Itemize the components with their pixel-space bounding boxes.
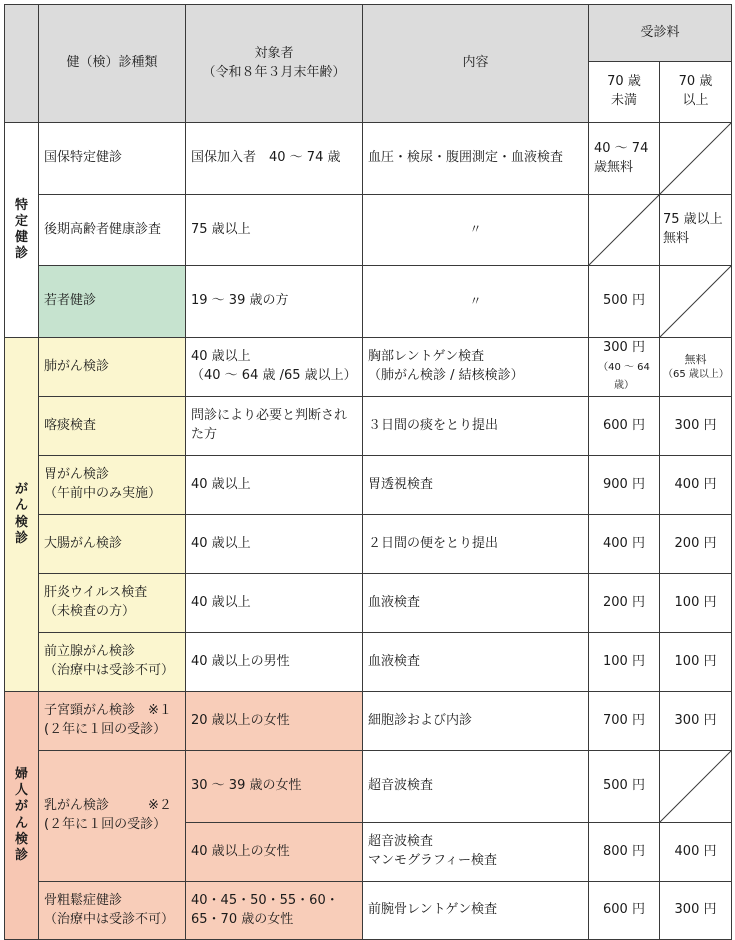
exam-name-kouki: 後期高齢者健康診査 xyxy=(39,195,186,266)
fee-under-kokuho: 40 〜 74 歳無料 xyxy=(589,123,660,195)
exam-name-nyu: 乳がん検診 ※２ (２年に１回の受診） xyxy=(39,751,186,882)
header-fee-over-70: 70 歳 以上 xyxy=(660,62,732,123)
exam-name-kotsuso: 骨粗鬆症健診 （治療中は受診不可） xyxy=(39,882,186,940)
fee-over-daichou: 200 円 xyxy=(660,515,732,574)
fee-under-kouki-na xyxy=(589,195,660,266)
content-nyu-30s: 超音波検査 xyxy=(363,751,589,823)
target-shikyu: 20 歳以上の女性 xyxy=(186,692,363,751)
category-gan-kenshin: が ん 検 診 xyxy=(5,338,39,692)
fee-under-kakutan: 600 円 xyxy=(589,397,660,456)
content-kouki: 〃 xyxy=(363,195,589,266)
fee-over-kotsuso: 300 円 xyxy=(660,882,732,940)
exam-name-kokuho: 国保特定健診 xyxy=(39,123,186,195)
target-wakamono: 19 〜 39 歳の方 xyxy=(186,266,363,338)
target-i: 40 歳以上 xyxy=(186,456,363,515)
content-zenritsusen: 血液検査 xyxy=(363,633,589,692)
exam-name-kanen: 肝炎ウイルス検査 （未検査の方） xyxy=(39,574,186,633)
content-kanen: 血液検査 xyxy=(363,574,589,633)
target-kanen: 40 歳以上 xyxy=(186,574,363,633)
exam-name-hai: 肺がん検診 xyxy=(39,338,186,397)
exam-name-i: 胃がん検診 （午前中のみ実施） xyxy=(39,456,186,515)
target-zenritsusen: 40 歳以上の男性 xyxy=(186,633,363,692)
target-kokuho: 国保加入者 40 〜 74 歳 xyxy=(186,123,363,195)
fee-under-nyu-30s: 500 円 xyxy=(589,751,660,823)
content-hai: 胸部レントゲン検査 （肺がん検診 / 結核検診） xyxy=(363,338,589,397)
fee-over-wakamono-na xyxy=(660,266,732,338)
fee-over-shikyu: 300 円 xyxy=(660,692,732,751)
fee-over-kakutan: 300 円 xyxy=(660,397,732,456)
target-kouki: 75 歳以上 xyxy=(186,195,363,266)
fee-under-shikyu: 700 円 xyxy=(589,692,660,751)
header-fee-under-70: 70 歳 未満 xyxy=(589,62,660,123)
exam-name-kakutan: 喀痰検査 xyxy=(39,397,186,456)
fee-under-nyu-40plus: 800 円 xyxy=(589,823,660,882)
header-content: 内容 xyxy=(363,5,589,123)
content-wakamono: 〃 xyxy=(363,266,589,338)
fee-over-nyu-40plus: 400 円 xyxy=(660,823,732,882)
fee-over-i: 400 円 xyxy=(660,456,732,515)
diagonal-slash-icon xyxy=(660,123,731,194)
fee-over-kokuho-na xyxy=(660,123,732,195)
fee-over-kouki: 75 歳以上 無料 xyxy=(660,195,732,266)
exam-name-zenritsusen: 前立腺がん検診 （治療中は受診不可） xyxy=(39,633,186,692)
exam-name-daichou: 大腸がん検診 xyxy=(39,515,186,574)
target-hai: 40 歳以上 （40 〜 64 歳 /65 歳以上） xyxy=(186,338,363,397)
header-target: 対象者 （令和８年３月末年齢） xyxy=(186,5,363,123)
fee-under-zenritsusen: 100 円 xyxy=(589,633,660,692)
content-i: 胃透視検査 xyxy=(363,456,589,515)
fee-over-nyu-30s-na xyxy=(660,751,732,823)
fee-under-kanen: 200 円 xyxy=(589,574,660,633)
content-nyu-40plus: 超音波検査 マンモグラフィー検査 xyxy=(363,823,589,882)
exam-name-wakamono: 若者健診 xyxy=(39,266,186,338)
exam-fee-table xyxy=(4,4,732,940)
content-kokuho: 血圧・検尿・腹囲測定・血液検査 xyxy=(363,123,589,195)
fee-over-zenritsusen: 100 円 xyxy=(660,633,732,692)
header-exam-type: 健（検）診種類 xyxy=(39,5,186,123)
fee-under-i: 900 円 xyxy=(589,456,660,515)
target-kakutan: 問診により必要と判断され た方 xyxy=(186,397,363,456)
target-kotsuso: 40・45・50・55・60・ 65・70 歳の女性 xyxy=(186,882,363,940)
content-kotsuso: 前腕骨レントゲン検査 xyxy=(363,882,589,940)
content-daichou: ２日間の便をとり提出 xyxy=(363,515,589,574)
diagonal-slash-icon xyxy=(660,266,731,337)
header-fee: 受診料 xyxy=(589,5,732,62)
exam-name-shikyu: 子宮頸がん検診 ※１ (２年に１回の受診） xyxy=(39,692,186,751)
fee-over-hai: 無料 （65 歳以上） xyxy=(660,338,732,397)
fee-under-hai: 300 円 （40 〜 64 歳） xyxy=(589,338,660,397)
target-daichou: 40 歳以上 xyxy=(186,515,363,574)
fee-under-daichou: 400 円 xyxy=(589,515,660,574)
diagonal-slash-icon xyxy=(660,751,731,822)
header-blank-cell xyxy=(5,5,39,123)
target-nyu-40plus: 40 歳以上の女性 xyxy=(186,823,363,882)
fee-over-kanen: 100 円 xyxy=(660,574,732,633)
category-fujin-gan-kenshin: 婦 人 が ん 検 診 xyxy=(5,692,39,940)
fee-under-wakamono: 500 円 xyxy=(589,266,660,338)
target-nyu-30s: 30 〜 39 歳の女性 xyxy=(186,751,363,823)
content-shikyu: 細胞診および内診 xyxy=(363,692,589,751)
fee-under-kotsuso: 600 円 xyxy=(589,882,660,940)
diagonal-slash-icon xyxy=(589,195,659,265)
content-kakutan: ３日間の痰をとり提出 xyxy=(363,397,589,456)
category-tokutei-kenshin: 特 定 健 診 xyxy=(5,123,39,338)
